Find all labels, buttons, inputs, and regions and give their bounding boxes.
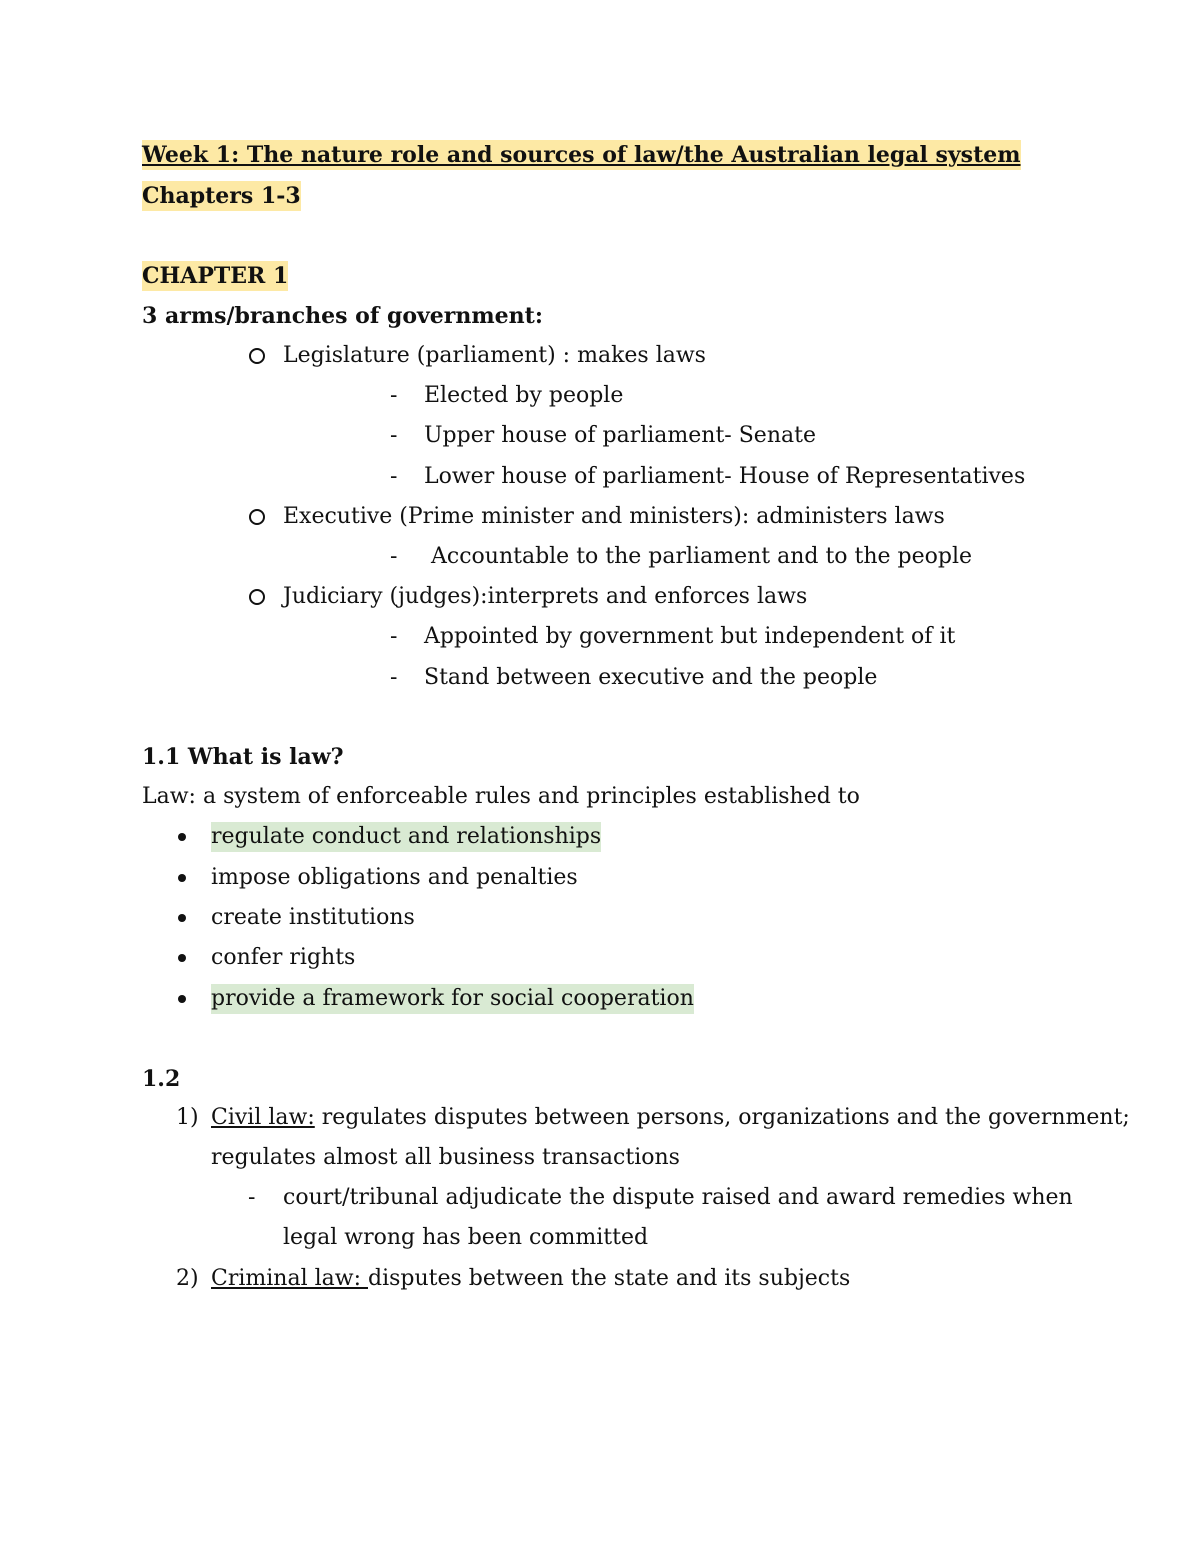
criminal-law-text: disputes between the state and its subjects (368, 1266, 851, 1291)
civil-law-text: regulates disputes between persons, organizations and the government; (314, 1105, 1130, 1130)
sub-item: Accountable to the parliament and to the people (424, 544, 973, 569)
civil-law-term: Civil law: (211, 1105, 315, 1130)
dash-icon: - (390, 544, 398, 569)
list-item: create institutions (211, 905, 415, 930)
arm-item-executive: Executive (Prime minister and ministers): administers laws (283, 504, 945, 529)
list-number: 1) (176, 1105, 199, 1130)
sub-item: court/tribunal adjudicate the dispute raised and award remedies when (283, 1185, 1073, 1210)
hollow-circle-icon (249, 589, 265, 605)
dash-icon: - (248, 1185, 256, 1210)
dash-icon: - (390, 383, 398, 408)
list-number: 2) (176, 1266, 199, 1291)
civil-law-item (211, 1103, 1130, 1133)
criminal-law-term: Criminal law: (211, 1266, 368, 1291)
list-item: provide a framework for social cooperation (211, 984, 694, 1014)
list-item: regulate conduct and relationships (211, 822, 601, 852)
dash-icon: - (390, 665, 398, 690)
sub-item: Appointed by government but independent of it (424, 624, 956, 649)
law-definition: Law: a system of enforceable rules and principles established to (142, 784, 860, 809)
list-item: impose obligations and penalties (211, 865, 578, 890)
section-heading-1-1: 1.1 What is law? (142, 744, 344, 770)
filled-dot-icon (178, 874, 186, 882)
arm-item-legislature: Legislature (parliament) : makes laws (283, 343, 706, 368)
sub-item: Stand between executive and the people (424, 665, 878, 690)
chapter-heading: CHAPTER 1 (142, 263, 289, 289)
list-item: confer rights (211, 945, 356, 970)
civil-law-text-continued: regulates almost all business transactions (211, 1145, 680, 1170)
section-heading-1-2: 1.2 (142, 1066, 181, 1092)
criminal-law-item (211, 1264, 850, 1294)
chapters-subtitle: Chapters 1-3 (142, 183, 301, 209)
filled-dot-icon (178, 995, 186, 1003)
filled-dot-icon (178, 954, 186, 962)
sub-item: Upper house of parliament- Senate (424, 423, 816, 448)
sub-item: Lower house of parliament- House of Representatives (424, 464, 1026, 489)
dash-icon: - (390, 464, 398, 489)
dash-icon: - (390, 423, 398, 448)
sub-item: Elected by people (424, 383, 624, 408)
arms-heading: 3 arms/branches of government: (142, 303, 543, 329)
filled-dot-icon (178, 914, 186, 922)
sub-item-continued: legal wrong has been committed (283, 1225, 649, 1250)
arm-item-judiciary: Judiciary (judges):interprets and enforces laws (283, 584, 808, 609)
dash-icon: - (390, 624, 398, 649)
hollow-circle-icon (249, 348, 265, 364)
document-title: Week 1: The nature role and sources of law/the Australian legal system (142, 142, 1021, 168)
filled-dot-icon (178, 833, 186, 841)
hollow-circle-icon (249, 509, 265, 525)
